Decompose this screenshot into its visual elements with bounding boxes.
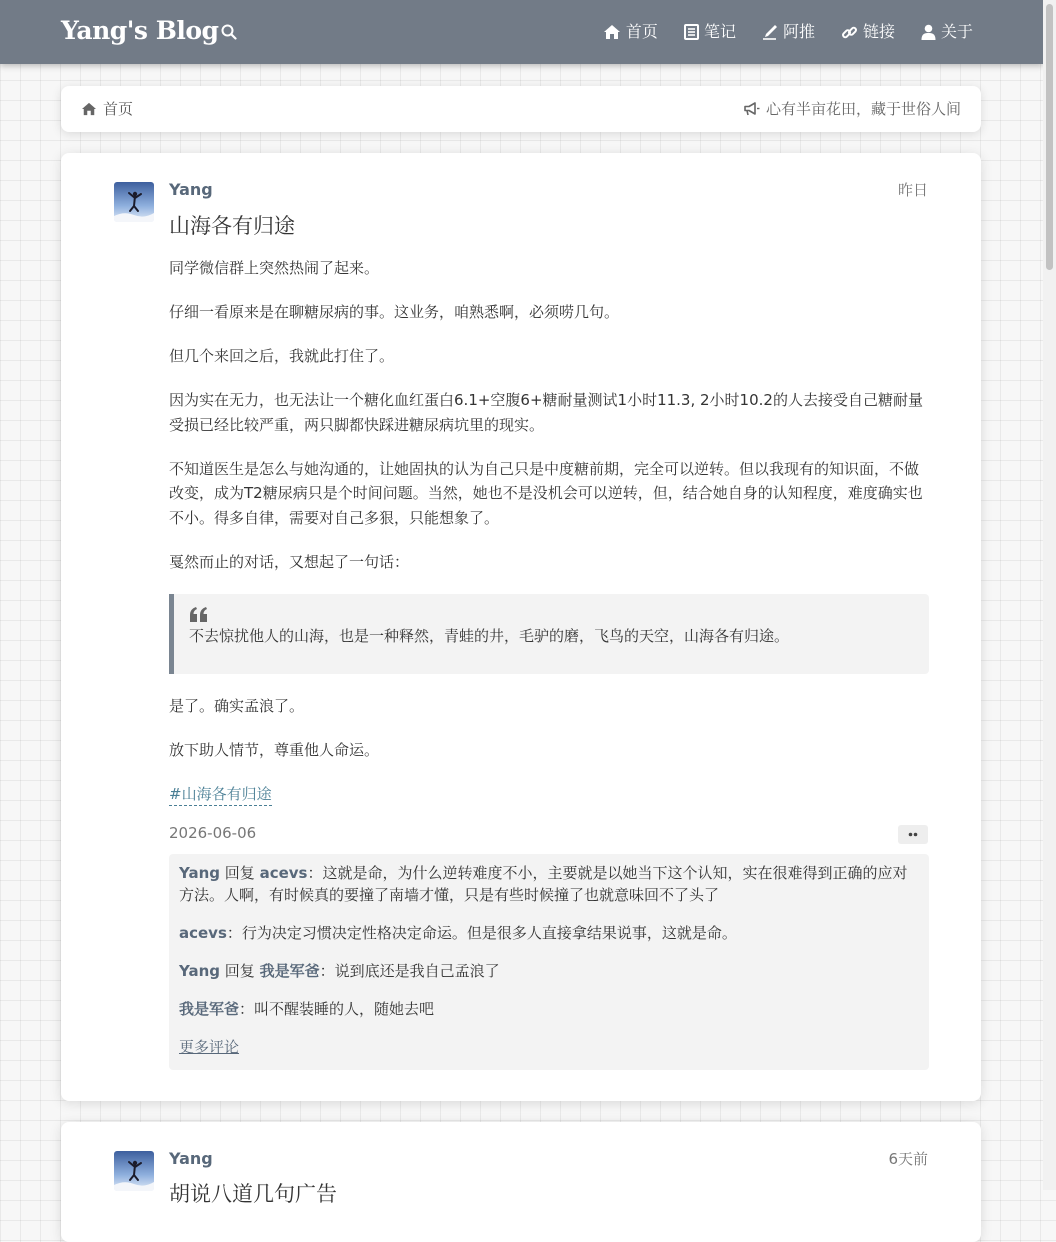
pen-icon [762,24,778,40]
post-paragraph: 仔细一看原来是在聊糖尿病的事。这业务，咱熟悉啊，必须唠几句。 [169,303,620,321]
comment-author[interactable]: acevs [179,924,227,942]
comment-author[interactable]: 我是军爸 [179,1000,240,1018]
quote-text: 不去惊扰他人的山海，也是一种释然，青蛙的井，毛驴的磨，飞鸟的天空，山海各有归途。 [189,626,790,645]
page-scrollbar-thumb[interactable] [1046,4,1053,270]
blockquote [169,594,929,674]
nav-about[interactable] [921,19,973,45]
breadcrumb-home-label: 首页 [103,100,134,118]
avatar[interactable] [114,182,154,222]
nav-home[interactable] [603,19,658,45]
quote-icon [189,606,209,622]
post-paragraph: 同学微信群上突然热闹了起来。 [169,259,380,277]
comment-text: 这就是命，为什么逆转难度不小，主要就是以她当下这个认知，实在很难得到正确的应对方法。人啊，有时候真的要撞了南墙才懂，只是有些时候撞了也就意味回不了头了 [179,864,908,904]
comment-separator: ： [307,864,323,882]
post-date: 2026-06-06 [169,824,257,842]
nav-about-label: 关于 [940,22,973,41]
post-paragraph: 戛然而止的对话，又想起了一句话： [169,552,410,571]
comment-reply-to[interactable]: 我是军爸 [259,962,320,980]
post-paragraph: 但几个来回之后，我就此打住了。 [169,347,395,365]
blog-brand[interactable]: Yang's Blog [61,16,219,45]
post-paragraph: 不知道医生是怎么与她沟通的，让她固执的认为自己只是中度糖前期，完全可以逆转。但以我现有的知识面，不做改变，成为T2糖尿病只是个时间问题。当然，她也不是没机会可以逆转，但，结合她自身的认知程度，难度确实也不小。得多自律，需要对自己多狠，只能想象了。 [169,459,923,527]
post-time: 昨日 [897,181,928,199]
comment-item [179,862,919,906]
megaphone-icon [743,102,760,116]
post-paragraph: 是了。确实孟浪了。 [169,696,305,715]
comment-author[interactable]: Yang [179,962,221,980]
nav-notes[interactable] [684,19,736,45]
nav-tweets[interactable] [762,19,815,45]
post-author[interactable]: Yang [169,180,213,199]
comment-reply-word: 回复 [220,962,260,980]
site-motto [743,98,961,120]
home-icon [603,24,621,40]
comments-box [169,854,929,1070]
post-card [61,153,981,1101]
comment-author[interactable]: Yang [179,864,221,882]
post-title[interactable]: 山海各有归途 [169,214,295,238]
post-time: 6天前 [888,1150,928,1168]
user-icon [921,24,936,40]
more-comments-link[interactable]: 更多评论 [179,1038,240,1056]
post-body [169,256,929,806]
nav-notes-label: 笔记 [703,22,736,41]
link-icon [841,24,858,41]
top-navbar [0,0,1043,64]
site-motto-text: 心有半亩花田，藏于世俗人间 [765,100,961,118]
comment-reply-to[interactable]: acevs [259,864,308,882]
home-icon [81,102,97,116]
post-author[interactable]: Yang [169,1149,213,1168]
breadcrumb [61,86,981,132]
notes-icon [684,24,699,40]
comment-separator: ： [239,1000,255,1018]
post-more-button[interactable] [898,825,928,844]
post-card [61,1122,981,1242]
search-icon [221,24,237,40]
comment-text: 叫不醒装睡的人，随她去吧 [254,1000,435,1018]
comment-item [179,998,919,1020]
comment-text: 说到底还是我自己孟浪了 [334,962,500,980]
avatar[interactable] [114,1151,154,1191]
nav-tweets-label: 阿推 [782,22,815,41]
avatar-image-icon [114,1151,154,1191]
nav-links[interactable] [841,19,895,45]
comment-item [179,922,919,944]
comment-text: 行为决定习惯决定性格决定命运。但是很多人直接拿结果说事，这就是命。 [241,924,737,942]
search-button[interactable] [219,22,239,42]
nav-links-label: 链接 [862,22,895,41]
comment-reply-word: 回复 [220,864,260,882]
nav-home-label: 首页 [625,22,658,41]
avatar-image-icon [114,182,154,222]
comment-item [179,960,919,982]
main-nav [603,19,973,45]
comment-separator: ： [226,924,242,942]
comment-separator: ： [319,962,335,980]
breadcrumb-home[interactable] [81,98,133,120]
post-paragraph: 因为实在无力，也无法让一个糖化血红蛋白6.1+空腹6+糖耐量测试1小时11.3, 2小时10.2的人去接受自己糖耐量受损已经比较严重，两只脚都快踩进糖尿病坑里的现实。 [169,391,923,434]
more-dots-icon [898,825,928,844]
post-paragraph: 放下助人情节，尊重他人命运。 [169,740,380,759]
post-title[interactable]: 胡说八道几句广告 [169,1182,337,1206]
post-tag[interactable]: #山海各有归途 [169,783,272,806]
